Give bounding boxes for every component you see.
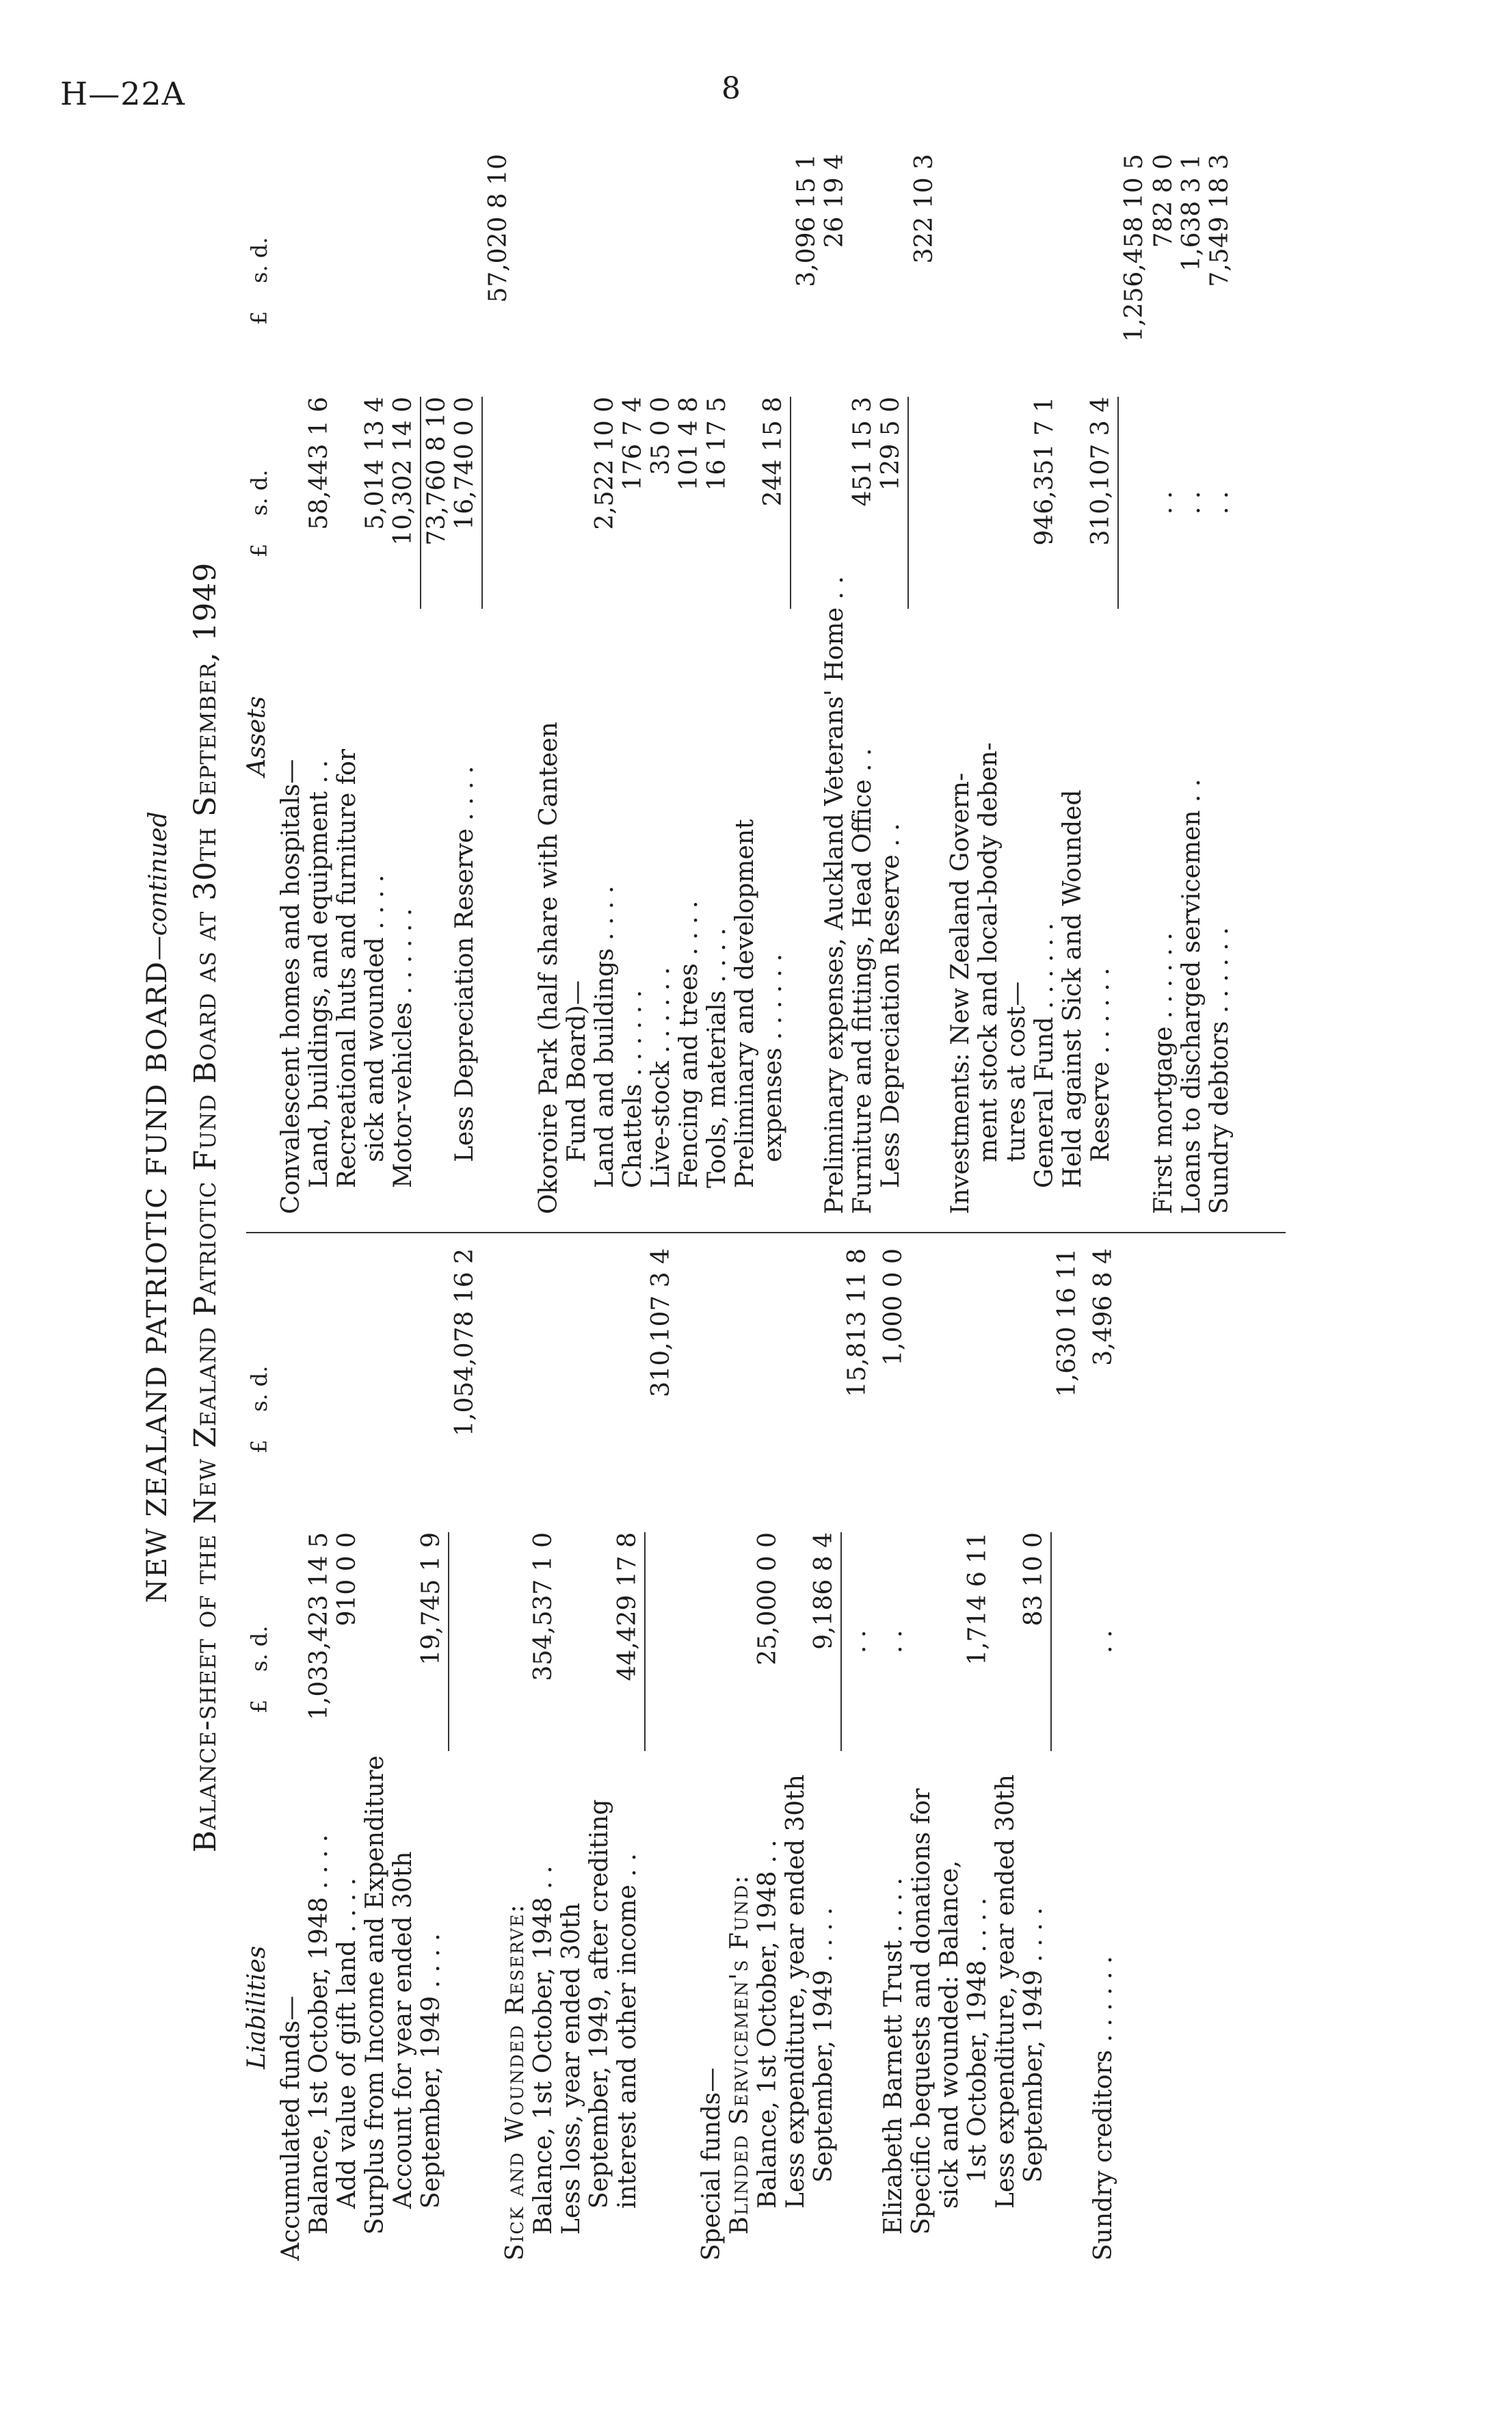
total-amount: 3,496 8 4: [1089, 1248, 1117, 1366]
sub-amount: 1,714 6 11: [964, 1532, 992, 1666]
row-label: September, 1949 . . . .: [810, 1907, 838, 2183]
sub-amount: 58,443 1 6: [305, 397, 333, 530]
row-label: Less Depreciation Reserve . . . .: [451, 765, 479, 1162]
sub-amount: 244 15 8: [759, 397, 787, 507]
row-label: Balance, 1st October, 1948 . .: [529, 1865, 557, 2235]
row-label: Tools, materials . . . .: [703, 928, 731, 1188]
liabilities-heading: Liabilities: [243, 1945, 271, 2069]
sub-amount: 10,302 14 0: [389, 397, 417, 546]
row-label: Chattels . . . . . .: [619, 990, 647, 1188]
row-label: September, 1949 . . . .: [417, 1933, 445, 2209]
row-label: expenses . . . . . .: [759, 954, 787, 1162]
row-label: Add value of gift land . . . .: [333, 1878, 361, 2209]
sub-amount: 910 0 0: [333, 1532, 361, 1627]
leader-dots: . .: [879, 1629, 907, 1654]
currency-header-sub: £ s. d.: [246, 1625, 272, 1713]
total-amount: 7,549 18 3: [1206, 154, 1234, 287]
row-label: tures at cost—: [1003, 981, 1031, 1162]
currency-header-sub: £ s. d.: [246, 469, 272, 557]
row-label: September, 1949, after crediting: [585, 1799, 613, 2209]
sub-amount: 946,351 7 1: [1031, 397, 1059, 546]
row-label: September, 1949 . . . .: [1020, 1907, 1048, 2183]
sub-amount: 2,522 10 0: [591, 397, 619, 530]
sub-amount: 19,745 1 9: [417, 1532, 445, 1666]
row-label: Elizabeth Barnett Trust . . . .: [879, 1877, 907, 2235]
table-row: [333, 1248, 361, 2261]
balance-sheet: [144, 154, 1320, 2261]
leader-dots: . .: [1178, 490, 1206, 515]
total-amount: 1,256,458 10 5: [1120, 154, 1148, 342]
sick-wounded-heading: Sick and Wounded Reserve:: [501, 1903, 529, 2261]
sum-rule: [790, 397, 791, 609]
sub-amount: 176 7 4: [619, 397, 647, 491]
sub-amount: 310,107 3 4: [1087, 397, 1115, 546]
row-label: Balance, 1st October, 1948 . .: [754, 1839, 782, 2209]
row-label: Motor-vehicles . . . . . .: [389, 908, 417, 1188]
total-amount: 15,813 11 8: [843, 1248, 871, 1397]
row-label: Surplus from Income and Expenditure: [361, 1755, 389, 2235]
sub-amount: 25,000 0 0: [754, 1532, 782, 1666]
page-reference: H—22A: [60, 75, 185, 112]
row-label: Live-stock . . . . . .: [647, 967, 675, 1188]
total-amount: 782 8 0: [1150, 154, 1178, 248]
row-label: Land and buildings . . . .: [591, 885, 619, 1188]
okoroire-heading: Okoroire Park (half share with Canteen: [535, 722, 563, 1214]
row-label: General Fund . . . . . .: [1031, 923, 1059, 1188]
sum-rule: [448, 1532, 449, 1751]
balance-sheet-subtitle: Balance-sheet of the New Zealand Patriotic Fund Board as at 30th September, 1949: [188, 562, 223, 1853]
sum-rule: [644, 1532, 646, 1751]
table-row: [305, 1248, 333, 2261]
sub-amount: 129 5 0: [877, 397, 905, 491]
total-amount: 1,630 16 11: [1053, 1248, 1081, 1397]
row-label: Recreational huts and furniture for: [333, 749, 361, 1188]
row-label: Less Depreciation Reserve . .: [877, 823, 905, 1188]
sum-rule: [481, 397, 483, 609]
sub-amount: 16,740 0 0: [451, 397, 479, 530]
total-amount: 1,000 0 0: [879, 1248, 907, 1366]
total-amount: 310,107 3 4: [647, 1248, 675, 1397]
total-amount: 322 10 3: [910, 154, 938, 264]
title-continued: —continued: [144, 811, 172, 961]
row-label: Less loss, year ended 30th: [557, 1902, 585, 2235]
row-label: sick and wounded: Balance,: [936, 1860, 964, 2209]
row-label: Fund Board)—: [563, 980, 591, 1162]
sub-amount: 16 17 5: [703, 397, 731, 491]
sum-rule: [420, 397, 421, 609]
total-amount: 3,096 15 1: [793, 154, 821, 287]
sub-amount: 451 15 3: [849, 397, 877, 507]
currency-header-total: £ s. d.: [246, 1365, 272, 1454]
row-label: Account for year ended 30th: [389, 1851, 417, 2209]
assets-column: [243, 154, 1234, 1214]
row-label: Furniture and fittings, Head Office . .: [849, 748, 877, 1214]
row-label: Reserve . . . . . .: [1087, 967, 1115, 1162]
sub-amount: 1,033,423 14 5: [305, 1532, 333, 1720]
convalescent-heading: Convalescent homes and hospitals—: [277, 759, 305, 1214]
sub-amount: 5,014 13 4: [361, 397, 389, 530]
leader-dots: . .: [1206, 490, 1234, 515]
title-text: NEW ZEALAND PATRIOTIC FUND BOARD: [142, 960, 173, 1603]
liabilities-column: [243, 1248, 1117, 2261]
row-label: Sundry creditors . . . . . .: [1089, 1956, 1117, 2261]
sum-rule: [1050, 1532, 1052, 1751]
blinded-fund-heading: Blinded Servicemen's Fund:: [726, 1874, 754, 2235]
row-label: Held against Sick and Wounded: [1059, 789, 1087, 1188]
row-label: Sundry debtors . . . . . .: [1206, 927, 1234, 1214]
sub-amount: 73,760 8 10: [423, 397, 451, 546]
sub-amount: 44,429 17 8: [613, 1532, 641, 1681]
row-label: Fencing and trees . . . .: [675, 900, 703, 1188]
liabilities-header: [243, 1248, 277, 2261]
row-label: 1st October, 1948 . . . .: [964, 1897, 992, 2183]
row-label: sick and wounded . . . .: [361, 874, 389, 1162]
row-label: Preliminary expenses, Auckland Veterans' Home . .: [821, 576, 849, 1214]
sum-rule: [1117, 397, 1119, 609]
document-title: [144, 154, 172, 2261]
row-label: ment stock and local-body deben-: [974, 742, 1003, 1162]
sub-amount: 35 0 0: [647, 397, 675, 475]
investments-heading: Investments: New Zealand Govern-: [946, 772, 974, 1214]
sum-rule: [907, 397, 909, 609]
sub-amount: 354,537 1 0: [529, 1532, 557, 1681]
sub-amount: 101 4 8: [675, 397, 703, 491]
row-label: Less expenditure, year ended 30th: [992, 1774, 1020, 2209]
row-label: Land, buildings, and equipment . .: [305, 760, 333, 1188]
sum-rule: [840, 1532, 842, 1751]
special-funds-heading: Special funds—: [698, 2067, 726, 2261]
row-label: Less expenditure, year ended 30th: [782, 1774, 810, 2209]
row-label: Preliminary and development: [731, 819, 759, 1188]
table-row: [361, 1248, 389, 2261]
accumulated-funds-heading: Accumulated funds—: [277, 1995, 305, 2261]
sub-amount: 83 10 0: [1020, 1532, 1048, 1627]
total-amount: 57,020 8 10: [484, 154, 512, 303]
currency-header-total: £ s. d.: [246, 237, 272, 325]
row-label: Balance, 1st October, 1948 . . . .: [305, 1834, 333, 2235]
total-amount: 1,054,078 16 2: [451, 1248, 479, 1436]
sub-amount: 9,186 8 4: [810, 1532, 838, 1650]
leader-dots: . .: [1089, 1629, 1117, 1654]
leader-dots: . .: [1150, 490, 1178, 515]
column-divider: [246, 1232, 1286, 1233]
total-amount: 1,638 3 1: [1178, 154, 1206, 272]
row-label: interest and other income . .: [613, 1853, 641, 2209]
row-label: Specific bequests and donations for: [907, 1788, 936, 2235]
assets-heading: Assets: [243, 696, 271, 776]
row-label: Loans to discharged servicemen . .: [1178, 778, 1206, 1214]
total-amount: 26 19 4: [821, 154, 849, 248]
assets-header: [243, 154, 277, 1214]
page-number: 8: [721, 71, 741, 106]
leader-dots: . .: [843, 1629, 871, 1654]
row-label: First mortgage . . . . . .: [1150, 932, 1178, 1214]
